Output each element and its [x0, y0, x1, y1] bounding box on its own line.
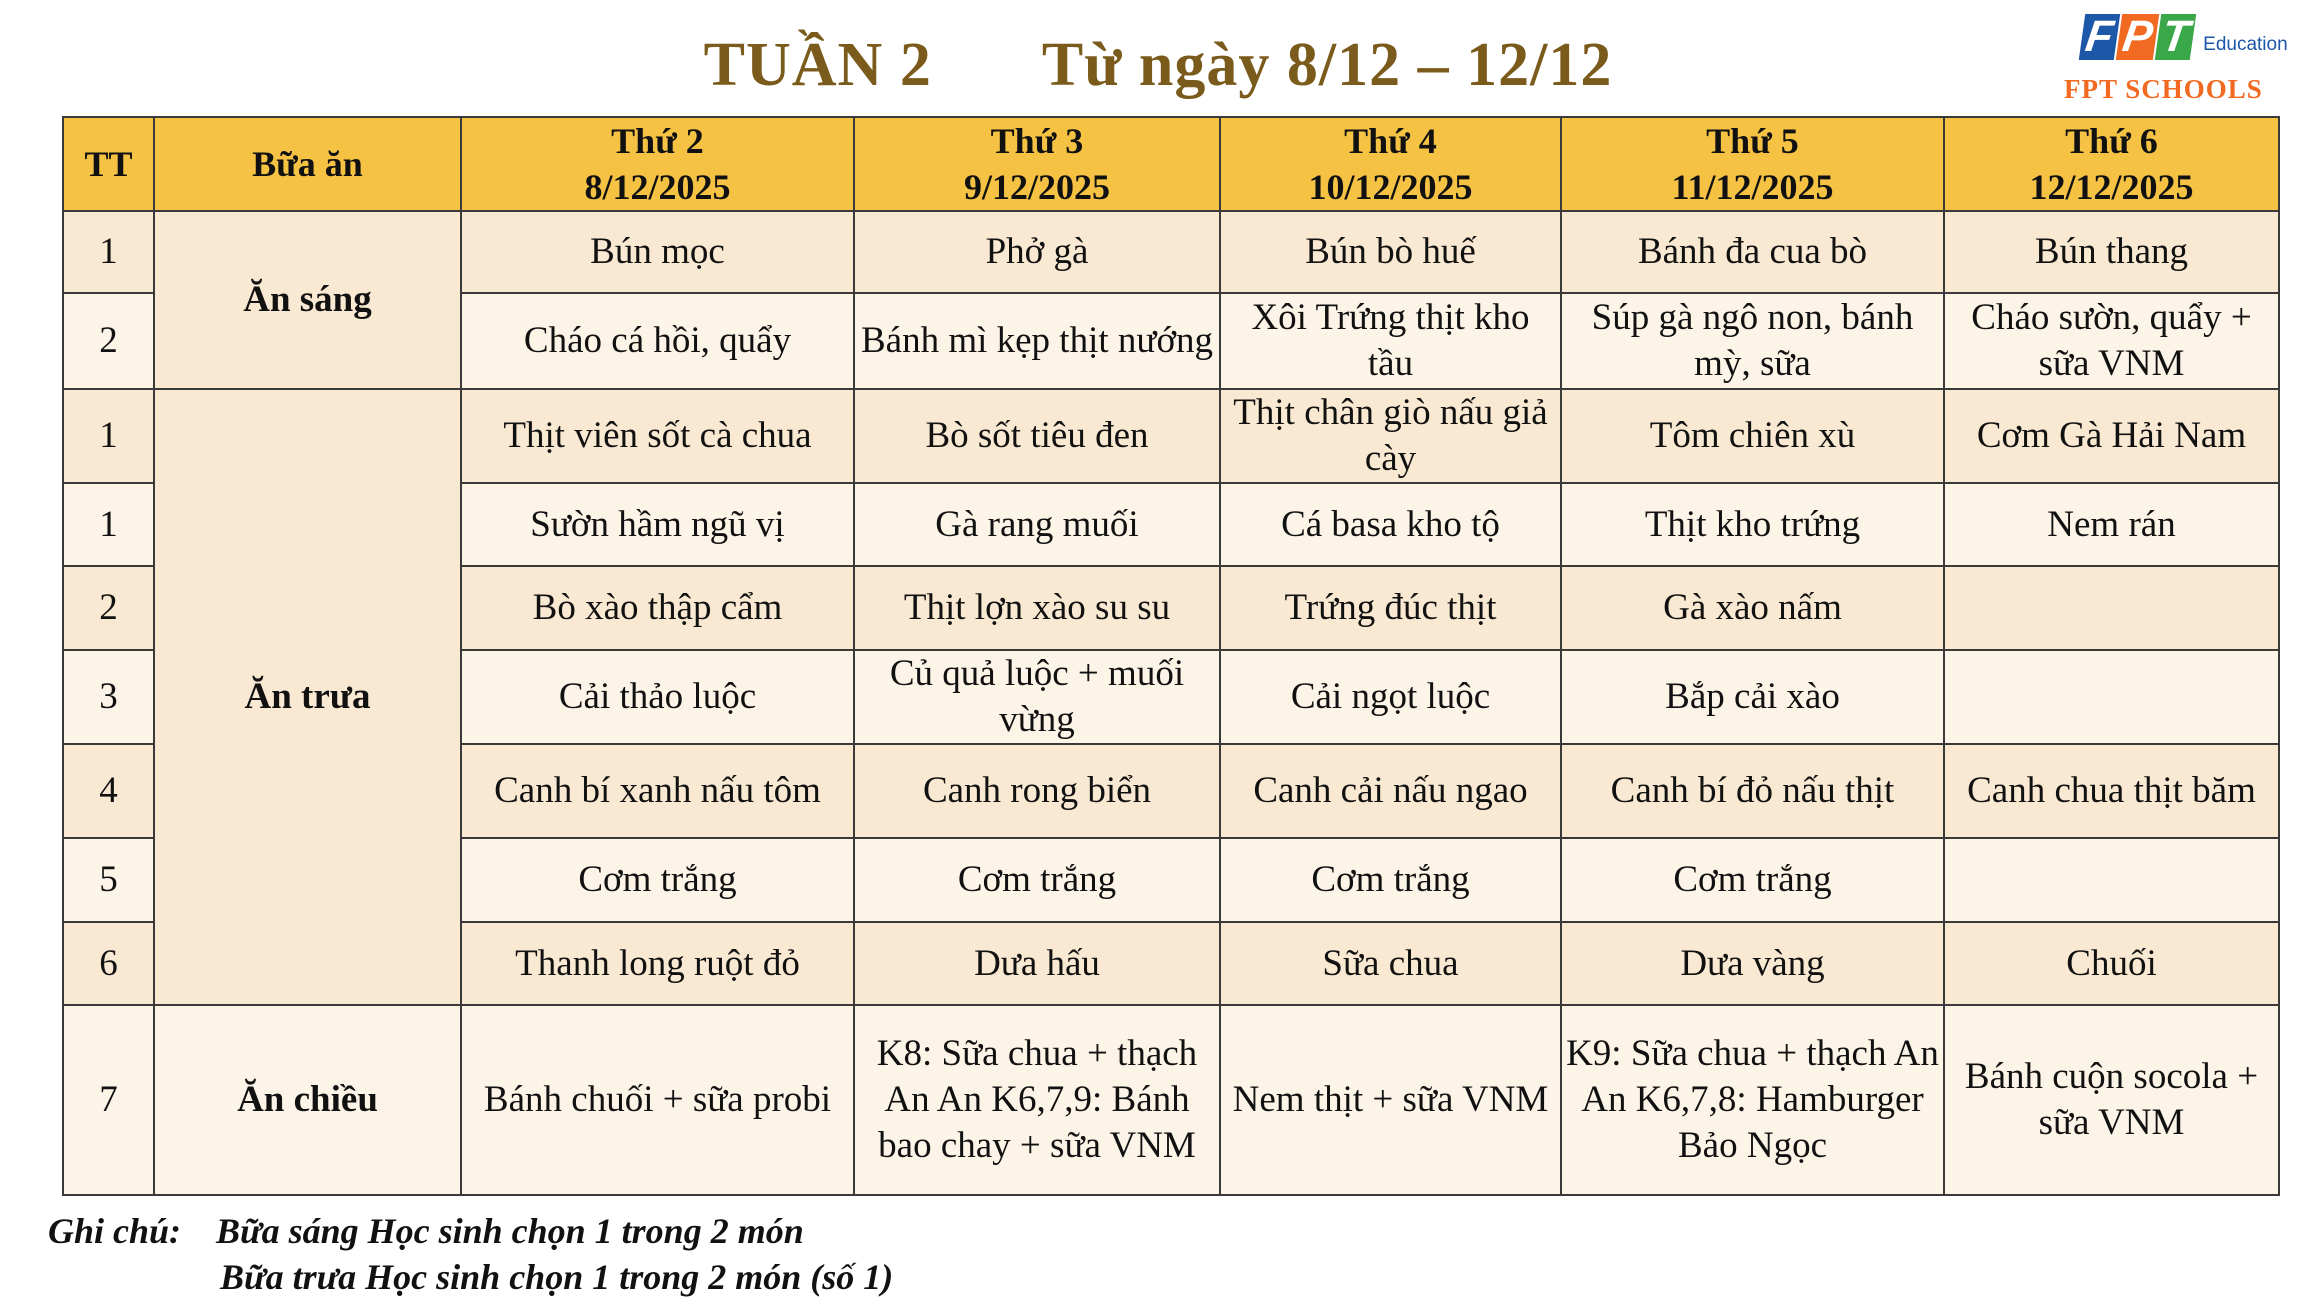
dish-cell: Cải ngọt luộc	[1220, 650, 1561, 744]
dish-cell: Bánh mì kẹp thịt nướng	[854, 293, 1220, 389]
day-date: 12/12/2025	[2029, 167, 2194, 207]
dish-cell: Gà xào nấm	[1561, 566, 1944, 650]
logo-education-text: Education	[2203, 34, 2288, 55]
dish-cell: Dưa hấu	[854, 922, 1220, 1005]
meal-lunch: Ăn trưa	[154, 389, 461, 1005]
table-row	[63, 1005, 2279, 1195]
dish-cell: Thịt chân giò nấu giả cày	[1220, 389, 1561, 483]
row-number: 1	[63, 483, 154, 566]
dish-cell: Bò xào thập cẩm	[461, 566, 854, 650]
dish-cell: Cơm trắng	[1220, 838, 1561, 922]
dish-cell: Phở gà	[854, 211, 1220, 293]
dish-cell: Củ quả luộc + muối vừng	[854, 650, 1220, 744]
table-row	[63, 211, 2279, 293]
note-breakfast: Bữa sáng Học sinh chọn 1 trong 2 món	[216, 1211, 804, 1251]
dish-cell: Tôm chiên xù	[1561, 389, 1944, 483]
logo-schools-text: FPT SCHOOLS	[2064, 74, 2263, 104]
dish-cell: Súp gà ngô non, bánh mỳ, sữa	[1561, 293, 1944, 389]
dish-cell: Bánh cuộn socola + sữa VNM	[1944, 1005, 2279, 1195]
header-tt: TT	[63, 117, 154, 211]
day-date: 11/12/2025	[1671, 167, 1834, 207]
dish-cell: K9: Sữa chua + thạch An An K6,7,8: Hamburger Bảo Ngọc	[1561, 1005, 1944, 1195]
row-number: 6	[63, 922, 154, 1005]
fpt-logo	[2060, 10, 2288, 105]
dish-cell: Bún bò huế	[1220, 211, 1561, 293]
week-label: TUẦN 2	[703, 31, 932, 99]
header-day-fri	[1944, 117, 2279, 211]
dish-cell: Thanh long ruột đỏ	[461, 922, 854, 1005]
header-day-mon	[461, 117, 854, 211]
note-line-1	[48, 1208, 893, 1254]
logo-letter-f: F	[2079, 14, 2120, 60]
dish-cell: Cơm Gà Hải Nam	[1944, 389, 2279, 483]
header-meal: Bữa ăn	[154, 117, 461, 211]
dish-cell: Gà rang muối	[854, 483, 1220, 566]
day-name: Thứ 6	[2065, 121, 2158, 161]
meal-breakfast: Ăn sáng	[154, 211, 461, 389]
dish-cell: Bắp cải xào	[1561, 650, 1944, 744]
dish-cell: Bún mọc	[461, 211, 854, 293]
row-number: 4	[63, 744, 154, 838]
dish-cell: Canh bí đỏ nấu thịt	[1561, 744, 1944, 838]
day-name: Thứ 4	[1344, 121, 1437, 161]
dish-cell: Bánh đa cua bò	[1561, 211, 1944, 293]
logo-letter-t: T	[2155, 14, 2196, 60]
dish-cell: Canh chua thịt băm	[1944, 744, 2279, 838]
dish-cell: Cơm trắng	[854, 838, 1220, 922]
dish-cell: Xôi Trứng thịt kho tầu	[1220, 293, 1561, 389]
dish-cell: Thịt lợn xào su su	[854, 566, 1220, 650]
dish-cell: Canh bí xanh nấu tôm	[461, 744, 854, 838]
row-number: 5	[63, 838, 154, 922]
dish-cell: Sữa chua	[1220, 922, 1561, 1005]
note-block	[48, 1208, 893, 1300]
row-number: 7	[63, 1005, 154, 1195]
dish-cell: Bò sốt tiêu đen	[854, 389, 1220, 483]
day-date: 10/12/2025	[1308, 167, 1473, 207]
day-date: 8/12/2025	[584, 167, 731, 207]
dish-cell: Sườn hầm ngũ vị	[461, 483, 854, 566]
note-line-2: Bữa trưa Học sinh chọn 1 trong 2 món (số 1)	[220, 1257, 894, 1297]
meal-afternoon: Ăn chiều	[154, 1005, 461, 1195]
table-row	[63, 389, 2279, 483]
day-date: 9/12/2025	[963, 167, 1110, 207]
dish-cell: Cơm trắng	[1561, 838, 1944, 922]
header-row	[63, 117, 2279, 211]
logo-letter-p: P	[2116, 14, 2160, 60]
dish-cell: Chuối	[1944, 922, 2279, 1005]
dish-cell: Cơm trắng	[461, 838, 854, 922]
date-range: Từ ngày 8/12 – 12/12	[1041, 31, 1613, 99]
dish-cell: Canh rong biển	[854, 744, 1220, 838]
row-number: 1	[63, 211, 154, 293]
dish-cell: Thịt viên sốt cà chua	[461, 389, 854, 483]
dish-cell: Cá basa kho tộ	[1220, 483, 1561, 566]
dish-cell: Cháo cá hồi, quẩy	[461, 293, 854, 389]
dish-cell	[1944, 566, 2279, 650]
header-day-tue	[854, 117, 1220, 211]
fpt-wordmark	[2082, 14, 2288, 60]
dish-cell: Thịt kho trứng	[1561, 483, 1944, 566]
dish-cell: Bún thang	[1944, 211, 2279, 293]
row-number: 2	[63, 293, 154, 389]
dish-cell: Canh cải nấu ngao	[1220, 744, 1561, 838]
header-day-wed	[1220, 117, 1561, 211]
day-name: Thứ 2	[611, 121, 704, 161]
note-label: Ghi chú:	[48, 1211, 182, 1251]
dish-cell: K8: Sữa chua + thạch An An K6,7,9: Bánh bao chay + sữa VNM	[854, 1005, 1220, 1195]
dish-cell: Cháo sườn, quẩy + sữa VNM	[1944, 293, 2279, 389]
page-title	[0, 30, 2316, 101]
dish-cell: Cải thảo luộc	[461, 650, 854, 744]
menu-table	[62, 116, 2280, 1196]
dish-cell	[1944, 650, 2279, 744]
dish-cell: Nem rán	[1944, 483, 2279, 566]
row-number: 1	[63, 389, 154, 483]
dish-cell: Nem thịt + sữa VNM	[1220, 1005, 1561, 1195]
dish-cell: Trứng đúc thịt	[1220, 566, 1561, 650]
row-number: 2	[63, 566, 154, 650]
header-day-thu	[1561, 117, 1944, 211]
row-number: 3	[63, 650, 154, 744]
dish-cell: Bánh chuối + sữa probi	[461, 1005, 854, 1195]
day-name: Thứ 3	[990, 121, 1084, 161]
dish-cell: Dưa vàng	[1561, 922, 1944, 1005]
day-name: Thứ 5	[1706, 121, 1799, 161]
dish-cell	[1944, 838, 2279, 922]
